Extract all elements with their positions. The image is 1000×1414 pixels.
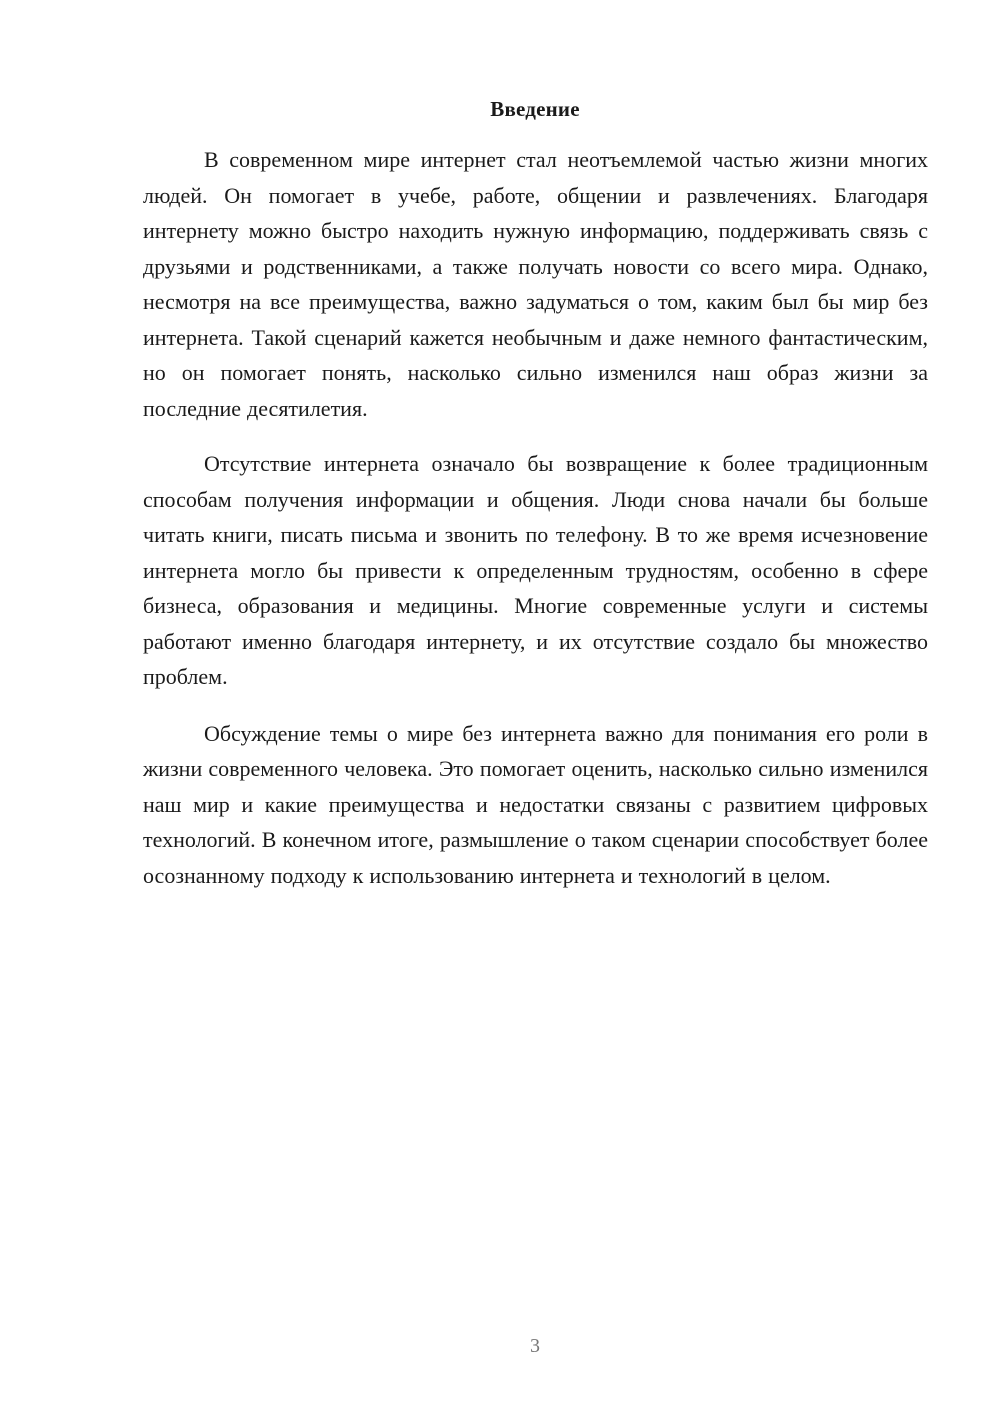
paragraph-absence: Отсутствие интернета означало бы возвращение к более традиционным способам получения информации и общения. Люди снова начали бы больше читать книги, писать письма и звонить по телефону. В то же время исчезновение интернета могло бы привести к определенным трудностям, особенно в сфере бизнеса, образования и медицины. Многие современные услуги и системы работают именно благодаря интернету, и их отсутствие создало бы множество проблем. <box>143 451 928 689</box>
section-heading: Введение <box>490 97 580 121</box>
paragraph-discussion: Обсуждение темы о мире без интернета важно для понимания его роли в жизни современного человека. Это помогает оценить, насколько сильно изменился наш мир и какие преимущества и недостатки связаны с развитием цифровых технологий. В конечном итоге, размышление о таком сценарии способствует более осознанному подходу к использованию интернета и технологий в целом. <box>143 720 928 888</box>
document-body <box>143 142 928 893</box>
page-number: 3 <box>530 1335 540 1357</box>
paragraph-intro: В современном мире интернет стал неотъемлемой частью жизни многих людей. Он помогает в учебе, работе, общении и развлечениях. Благодаря интернету можно быстро находить нужную информацию, поддерживать связь с друзьями и родственниками, а также получать новости со всего мира. Однако, несмотря на все преимущества, важно задуматься о том, каким был бы мир без интернета. Такой сценарий кажется необычным и даже немного фантастическим, но он помогает понять, насколько сильно изменился наш образ жизни за последние десятилетия. <box>143 147 928 421</box>
